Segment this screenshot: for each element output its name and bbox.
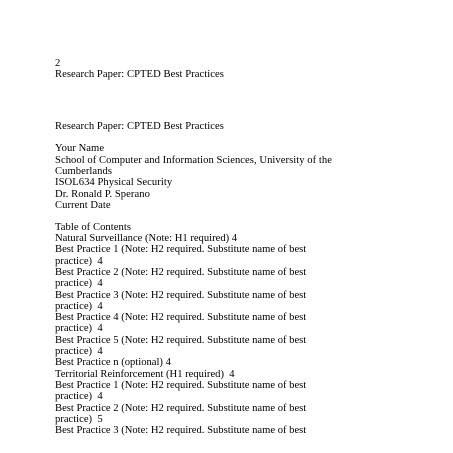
toc-entry: practice) 4 (55, 278, 103, 289)
toc-entry: practice) 4 (55, 256, 103, 267)
toc-entry: Best Practice 2 (Note: H2 required. Substitute name of best (55, 403, 307, 414)
toc-entry: Best Practice 1 (Note: H2 required. Substitute name of best (55, 244, 307, 255)
author-name: Your Name (55, 143, 105, 154)
toc-entry: Best Practice 3 (Note: H2 required. Substitute name of best (55, 425, 307, 436)
toc-entry: Natural Surveillance (Note: H1 required) 4 (55, 233, 238, 244)
affiliation-line-2: Cumberlands (55, 166, 113, 177)
paper-title: Research Paper: CPTED Best Practices (55, 121, 224, 132)
affiliation-line-1: School of Computer and Information Sciences, University of the (55, 155, 333, 166)
page-number: 2 (55, 58, 61, 69)
toc-entry: Best Practice 5 (Note: H2 required. Substitute name of best (55, 335, 307, 346)
toc-entry: practice) 4 (55, 346, 103, 357)
instructor-name: Dr. Ronald P. Sperano (55, 189, 150, 200)
toc-entry: practice) 4 (55, 323, 103, 334)
course-name: ISOL634 Physical Security (55, 177, 173, 188)
toc-entry: Best Practice 2 (Note: H2 required. Substitute name of best (55, 267, 307, 278)
toc-heading: Table of Contents (55, 222, 132, 233)
toc-entry: Best Practice 4 (Note: H2 required. Substitute name of best (55, 312, 307, 323)
toc-entry: practice) 4 (55, 301, 103, 312)
toc-entry: Territorial Reinforcement (H1 required) 4 (55, 369, 235, 380)
date-line: Current Date (55, 200, 111, 211)
running-title: Research Paper: CPTED Best Practices (55, 69, 224, 80)
toc-entry: Best Practice 1 (Note: H2 required. Substitute name of best (55, 380, 307, 391)
toc-entry: Best Practice 3 (Note: H2 required. Substitute name of best (55, 290, 307, 301)
toc-entry: practice) 4 (55, 391, 103, 402)
toc-entry: Best Practice n (optional) 4 (55, 357, 171, 368)
toc-entry: practice) 5 (55, 414, 103, 425)
